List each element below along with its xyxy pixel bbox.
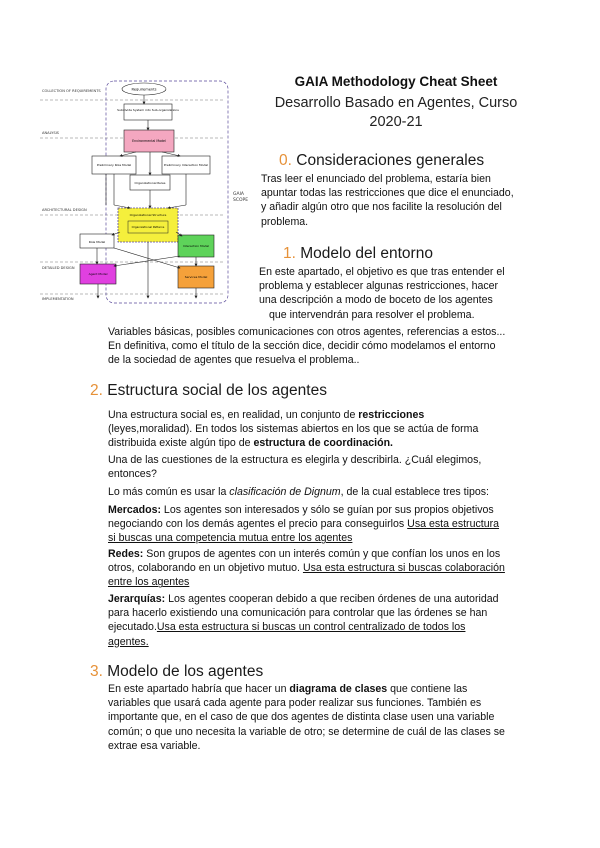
section-heading-0 bbox=[279, 152, 484, 170]
preliminary-interaction-label: Preliminary Interaction Model bbox=[163, 163, 209, 167]
section-2-paragraph-3 bbox=[108, 485, 558, 499]
text-run: En este apartado habría que hacer un bbox=[108, 683, 290, 695]
text-run: negociando con los demás agentes el precio para conseguirlos bbox=[108, 518, 408, 531]
text-run: Son grupos de agentes con un interés común y que confían los unos en los bbox=[143, 548, 501, 560]
text-line: Tras leer el enunciado del problema, estaría bien bbox=[261, 173, 491, 185]
text-line bbox=[108, 561, 558, 575]
underlined-line: entre los agentes bbox=[108, 576, 190, 589]
section-3-body bbox=[108, 682, 563, 753]
interaction-model-label: Interaction Model bbox=[182, 244, 210, 248]
bold-run: diagrama de clases bbox=[289, 683, 388, 695]
section-1-body-full bbox=[108, 325, 568, 368]
text-line: importante que, en el caso de que dos agentes de distinta clase usen una variable bbox=[108, 711, 495, 724]
gaia-methodology-diagram bbox=[40, 80, 266, 306]
section-number: 2. bbox=[90, 382, 103, 399]
text-line: común; o que uno necesita la variable de otro; se determine de cuál de las clases se bbox=[108, 725, 505, 738]
text-line bbox=[108, 408, 558, 422]
bold-run: restricciones bbox=[358, 409, 425, 421]
subdivide-label: Subdivide System into Sub-organizations bbox=[117, 108, 179, 112]
section-0-body bbox=[261, 172, 541, 229]
bold-run: estructura de coordinación. bbox=[253, 437, 393, 450]
section-heading-3 bbox=[90, 663, 263, 681]
underlined-line: si buscas una competencia mutua entre los agentes bbox=[108, 532, 353, 545]
section-title: Estructura social de los agentes bbox=[107, 382, 327, 399]
subtitle-line: Desarrollo Basado en Agentes, Curso bbox=[274, 95, 518, 111]
phase-label: ANALYSIS bbox=[42, 131, 59, 135]
section-title: Modelo de los agentes bbox=[107, 663, 264, 680]
text-run: Lo más común es usar la bbox=[108, 486, 230, 498]
section-2-paragraph-1 bbox=[108, 408, 558, 451]
section-heading-2 bbox=[90, 382, 327, 400]
org-patterns-label: Organizational Patterns bbox=[131, 225, 165, 229]
section-title: Modelo del entorno bbox=[300, 245, 433, 262]
org-rules-label: Organizational Rules bbox=[134, 181, 166, 185]
section-number: 1. bbox=[283, 245, 296, 262]
text-line bbox=[108, 592, 558, 606]
italic-run: clasificación de Dignum bbox=[229, 486, 341, 498]
section-2-paragraph-2 bbox=[108, 453, 558, 481]
text-run: Una estructura social es, en realidad, un conjunto de bbox=[108, 409, 359, 421]
phase-label: DETAILED DESIGN bbox=[42, 266, 75, 270]
text-line bbox=[108, 547, 558, 561]
text-line: Una de las cuestiones de la estructura es elegirla y describirla. ¿Cuál elegimos, bbox=[108, 454, 482, 466]
subtitle-line: 2020-21 bbox=[369, 114, 423, 130]
text-line: (leyes,moralidad). En todos los sistemas abiertos en los que se actúa de forma bbox=[108, 423, 479, 436]
underlined-run: Usa esta estructura si buscas un control centralizado de todos los bbox=[156, 621, 466, 634]
underlined-run: Usa esta estructura bbox=[407, 518, 500, 531]
underlined-run: Usa esta estructura si buscas colaboración bbox=[302, 562, 505, 575]
text-run: otros, colaborando en un objetivo mutuo. bbox=[108, 562, 303, 575]
text-line: extrae esa variable. bbox=[108, 739, 201, 752]
term-label: Mercados: bbox=[108, 504, 161, 516]
text-line bbox=[108, 620, 558, 634]
text-line: y añadir algún otro que nos facilite la resolución del bbox=[261, 201, 502, 214]
page-title: GAIA Methodology Cheat Sheet bbox=[294, 74, 498, 89]
environmental-model-label: Environmental Model bbox=[132, 139, 166, 143]
text-run: Los agentes son interesados y sólo se guían por sus propios objetivos bbox=[160, 504, 494, 516]
preliminary-role-label: Preliminary Role Model bbox=[96, 163, 132, 167]
text-line: apuntar todas las restricciones que dice el enunciado, bbox=[261, 187, 514, 200]
text-run: Los agentes cooperan debido a que reciben órdenes de una autoridad bbox=[165, 593, 499, 605]
text-line: para hacerlo existiendo una comunicación para controlar que las órdenes se han bbox=[108, 607, 488, 620]
term-label: Redes: bbox=[108, 548, 144, 560]
role-model-label: Role Model bbox=[88, 240, 106, 244]
mercados-paragraph bbox=[108, 503, 558, 546]
section-heading-1 bbox=[283, 245, 433, 263]
phase-label: COLLECTION OF REQUIREMENTS bbox=[42, 89, 101, 93]
requirements-label: Requirements bbox=[131, 87, 157, 92]
section-number: 0. bbox=[279, 152, 292, 169]
text-run: ejecutado. bbox=[108, 621, 157, 634]
text-line bbox=[108, 517, 558, 531]
services-model-label: Services Model bbox=[184, 275, 208, 279]
term-label: Jerarquías: bbox=[108, 593, 166, 605]
text-line: En este apartado, el objetivo es que tras entender el bbox=[259, 266, 505, 278]
jerarquias-paragraph bbox=[108, 592, 558, 649]
org-structure-label: Organizational Structure bbox=[129, 213, 167, 217]
underlined-line: agentes. bbox=[108, 635, 149, 648]
text-run: , de la cual establece tres tipos: bbox=[340, 486, 489, 498]
text-run: que contiene las bbox=[387, 683, 468, 695]
section-number: 3. bbox=[90, 663, 103, 680]
page-subtitle bbox=[266, 94, 526, 132]
text-line: Variables básicas, posibles comunicaciones con otros agentes, referencias a estos... bbox=[108, 326, 506, 338]
gaia-scope-label: GAIA bbox=[233, 192, 244, 197]
gaia-scope-label: SCOPE bbox=[233, 198, 249, 203]
section-1-body bbox=[259, 265, 544, 322]
section-title: Consideraciones generales bbox=[296, 152, 485, 169]
text-run: distribuida existe algún tipo de bbox=[108, 437, 254, 450]
text-line: entonces? bbox=[108, 468, 157, 481]
subdivide-box bbox=[124, 104, 172, 120]
text-line: problema y establecer algunas restricciones, hacer bbox=[259, 280, 499, 293]
text-line bbox=[108, 503, 558, 517]
redes-paragraph bbox=[108, 547, 558, 590]
text-line: de la sociedad de agentes que resuelva el problema.. bbox=[108, 354, 360, 367]
phase-label: ARCHITECTURAL DESIGN bbox=[42, 208, 87, 212]
agent-model-label: Agent Model bbox=[88, 272, 108, 276]
text-line: variables que usará cada agente para poder realizar sus funciones. También es bbox=[108, 697, 482, 710]
phase-label: IMPLEMENTATION bbox=[42, 297, 74, 301]
text-line: En definitiva, como el título de la sección dice, decidir cómo modelamos el entorno bbox=[108, 340, 496, 353]
text-line: problema. bbox=[261, 215, 309, 228]
text-line: que intervendrán para resolver el problema. bbox=[269, 308, 475, 321]
text-line bbox=[108, 682, 563, 696]
text-line bbox=[108, 436, 558, 450]
text-line: una descripción a modo de boceto de los agentes bbox=[259, 294, 493, 307]
